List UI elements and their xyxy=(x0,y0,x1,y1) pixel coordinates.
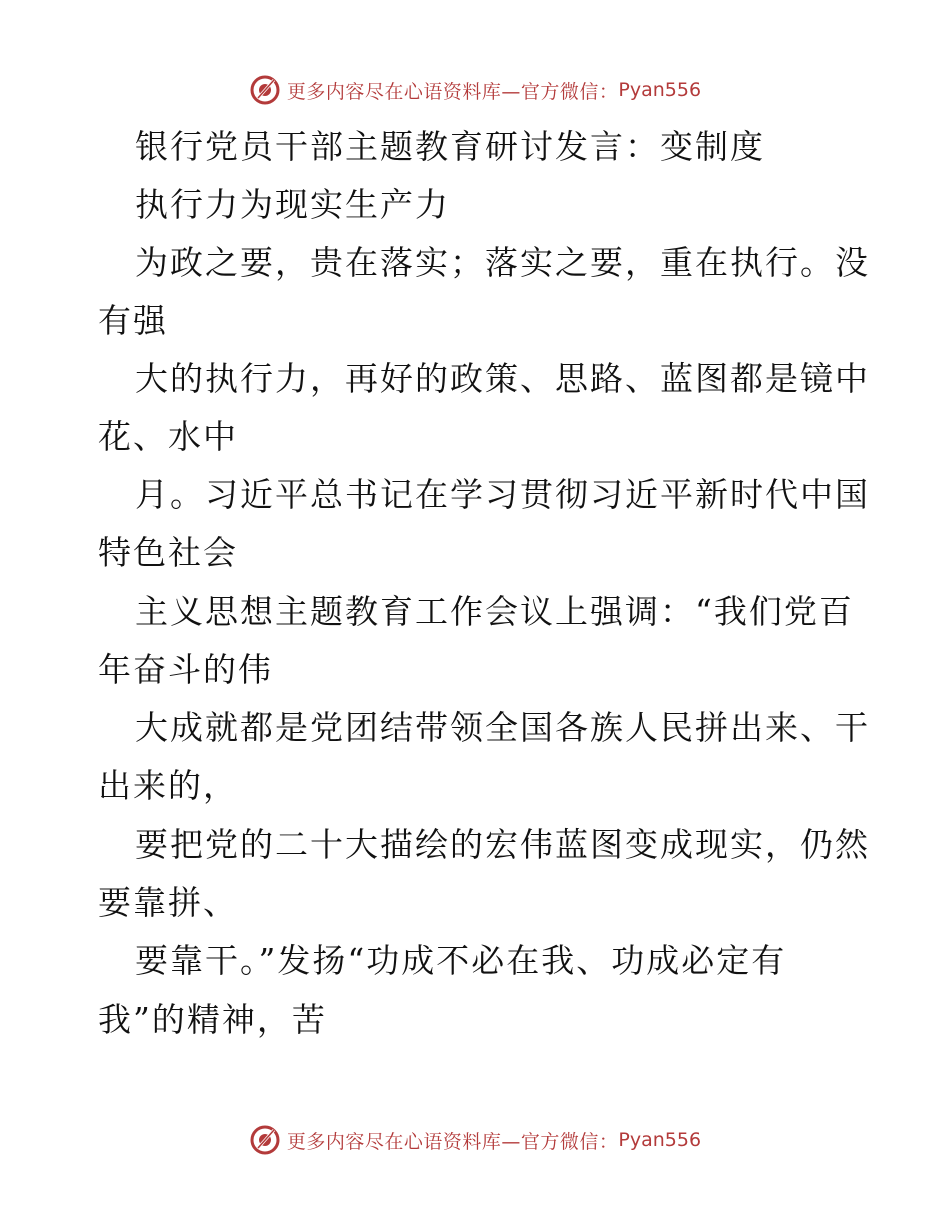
text-line: 大的执行力，再好的政策、思路、蓝图都是镜中 xyxy=(135,359,870,398)
text-line: 出来的， xyxy=(98,766,238,805)
wechat-id: Pyan556 xyxy=(618,79,702,101)
brand-logo-icon xyxy=(249,1124,281,1156)
text-line: 要靠拼、 xyxy=(98,883,238,922)
text-line: 银行党员干部主题教育研讨发言：变制度 xyxy=(135,127,765,166)
text-line: 年奋斗的伟 xyxy=(98,650,273,689)
wechat-id: Pyan556 xyxy=(618,1129,702,1151)
text-line: 要把党的二十大描绘的宏伟蓝图变成现实，仍然 xyxy=(135,825,870,864)
text-line: 主义思想主题教育工作会议上强调：“我们党百 xyxy=(135,592,854,631)
text-line: 为政之要，贵在落实；落实之要，重在执行。没 xyxy=(135,243,870,282)
banner-text: 更多内容尽在心语资料库—官方微信： xyxy=(286,1130,619,1153)
text-line: 执行力为现实生产力 xyxy=(135,185,450,224)
brand-logo-icon xyxy=(249,74,281,106)
header-banner xyxy=(0,70,950,110)
text-line: 我”的精神，苦 xyxy=(98,1000,327,1039)
text-line: 月。习近平总书记在学习贯彻习近平新时代中国 xyxy=(135,475,870,514)
text-line: 花、水中 xyxy=(98,417,238,456)
text-line: 大成就都是党团结带领全国各族人民拼出来、干 xyxy=(135,708,870,747)
banner-text: 更多内容尽在心语资料库—官方微信： xyxy=(286,80,619,103)
text-line: 要靠干。”发扬“功成不必在我、功成必定有 xyxy=(135,941,787,980)
footer-banner xyxy=(0,1120,950,1160)
text-line: 特色社会 xyxy=(98,533,238,572)
text-line: 有强 xyxy=(98,301,168,340)
